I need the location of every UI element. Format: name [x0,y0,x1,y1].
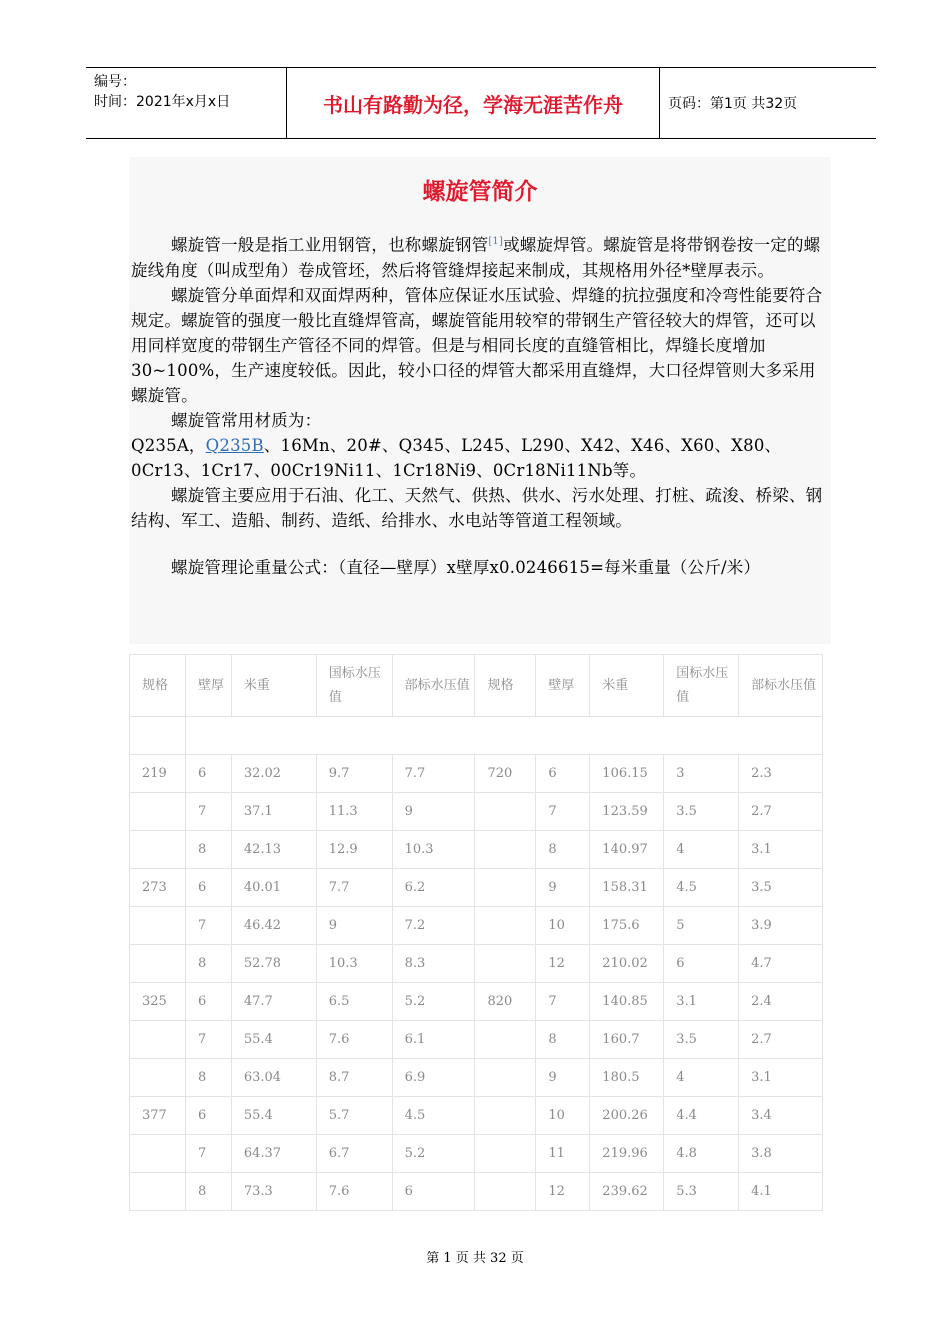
table-cell [475,945,536,983]
table-cell [475,831,536,869]
table-row [130,945,823,983]
table-cell: 9 [316,907,392,945]
table-cell: 3.5 [664,793,739,831]
table-header-cell: 米重 [590,655,664,717]
table-cell: 325 [130,983,186,1021]
header-motto: 书山有路勤为径，学海无涯苦作舟 [287,68,660,138]
table-cell: 64.37 [231,1135,316,1173]
table-blank-cell [185,717,822,755]
table-cell: 4.8 [664,1135,739,1173]
table-cell: 160.7 [590,1021,664,1059]
table-header-cell: 米重 [231,655,316,717]
page-footer: 第 1 页 共 32 页 [426,1251,524,1266]
table-cell: 8.7 [316,1059,392,1097]
table-cell: 820 [475,983,536,1021]
paragraph-materials-label: 螺旋管常用材质为： [171,410,322,430]
document-number-label: 编号： [94,74,136,90]
table-cell: 11 [536,1135,590,1173]
table-cell: 720 [475,755,536,793]
header-page-label: 页码：第1页 共32页 [668,96,798,112]
table-header-cell: 部标水压值 [392,655,475,717]
table-cell: 4.5 [392,1097,475,1135]
table-cell: 4.1 [739,1173,823,1211]
table-cell: 5.2 [392,983,475,1021]
table-cell: 6.1 [392,1021,475,1059]
paragraph-intro-text-a: 螺旋管一般是指工业用钢管，也称螺旋钢管 [171,235,489,255]
table-cell: 46.42 [231,907,316,945]
table-cell: 6.7 [316,1135,392,1173]
table-cell: 8 [185,831,231,869]
table-header-cell: 壁厚 [185,655,231,717]
paragraph-intro-text-b: 或螺旋焊管。螺旋管是将带钢卷按一定的螺旋线角度（叫成型角）卷成管坯，然后将管缝焊接起来制成，其规格用外径*壁厚表示。 [131,235,821,280]
table-cell: 10 [536,907,590,945]
table-cell: 6 [664,945,739,983]
table-cell [130,1021,186,1059]
table-row [130,831,823,869]
table-cell: 6 [536,755,590,793]
q235b-link[interactable]: Q235B [205,435,264,455]
table-cell: 7.6 [316,1173,392,1211]
table-cell: 10 [536,1097,590,1135]
table-row [130,1059,823,1097]
table-cell: 8 [185,1059,231,1097]
table-cell: 12.9 [316,831,392,869]
paragraph-weight-formula: 螺旋管理论重量公式：（直径—壁厚）x壁厚x0.0246615=每米重量（公斤/米） [171,557,761,577]
table-row [130,793,823,831]
table-cell: 2.7 [739,793,823,831]
table-cell: 3.1 [739,1059,823,1097]
document-header [86,67,876,139]
table-cell: 73.3 [231,1173,316,1211]
table-cell: 7 [185,1135,231,1173]
table-cell: 219.96 [590,1135,664,1173]
table-cell: 3.9 [739,907,823,945]
table-cell: 6.5 [316,983,392,1021]
table-cell: 9.7 [316,755,392,793]
table-cell: 180.5 [590,1059,664,1097]
table-cell: 5.3 [664,1173,739,1211]
table-blank-row [130,717,823,755]
table-cell: 8 [536,831,590,869]
table-cell [475,793,536,831]
table-cell [475,1135,536,1173]
table-header-cell: 国标水压值 [316,655,392,717]
table-cell: 12 [536,945,590,983]
table-row [130,1021,823,1059]
table-cell [130,793,186,831]
table-cell: 210.02 [590,945,664,983]
table-cell: 273 [130,869,186,907]
table-cell: 10.3 [392,831,475,869]
table-cell [475,1173,536,1211]
table-cell: 6 [185,869,231,907]
table-cell [475,907,536,945]
header-meta [86,68,287,138]
table-header-cell: 国标水压值 [664,655,739,717]
table-cell: 3.1 [664,983,739,1021]
table-cell: 5.2 [392,1135,475,1173]
paragraph-materials-list [129,433,831,483]
table-cell: 11.3 [316,793,392,831]
table-cell: 219 [130,755,186,793]
table-cell [130,1059,186,1097]
article-title: 螺旋管简介 [422,179,538,205]
table-blank-cell [130,717,186,755]
table-cell: 6 [392,1173,475,1211]
table-cell: 7 [536,793,590,831]
table-cell: 7.6 [316,1021,392,1059]
table-header-cell: 规格 [475,655,536,717]
table-cell: 6 [185,1097,231,1135]
table-cell: 8 [536,1021,590,1059]
table-cell [130,945,186,983]
table-cell: 9 [536,1059,590,1097]
table-cell: 32.02 [231,755,316,793]
table-cell: 5.7 [316,1097,392,1135]
table-cell: 7.2 [392,907,475,945]
table-row [130,983,823,1021]
table-cell: 40.01 [231,869,316,907]
table-cell: 42.13 [231,831,316,869]
table-cell [130,1173,186,1211]
table-cell: 63.04 [231,1059,316,1097]
table-header-row [130,655,823,717]
table-cell: 7 [185,793,231,831]
table-cell [130,907,186,945]
paragraph-welding: 螺旋管分单面焊和双面焊两种，管体应保证水压试验、焊缝的抗拉强度和冷弯性能要符合规定。螺旋管的强度一般比直缝焊管高，螺旋管能用较窄的带钢生产管径较大的焊管，还可以用同样宽度的带钢生产管径不同的焊管。但是与相同长度的直缝管相比，焊缝长度增加30~100%，生产速度较低。因此，较小口径的焊管大都采用直缝焊，大口径焊管则大多采用螺旋管。 [131,285,823,405]
table-cell: 7 [536,983,590,1021]
paragraph-applications: 螺旋管主要应用于石油、化工、天然气、供热、供水、污水处理、打桩、疏浚、桥梁、钢结构、军工、造船、制药、造纸、给排水、水电站等管道工程领域。 [131,485,823,530]
table-cell: 239.62 [590,1173,664,1211]
table-cell: 52.78 [231,945,316,983]
table-cell: 3.5 [739,869,823,907]
table-cell: 55.4 [231,1097,316,1135]
table-cell: 8 [185,1173,231,1211]
article-body [129,157,831,644]
table-cell: 3.4 [739,1097,823,1135]
table-cell [475,1059,536,1097]
table-cell: 7.7 [392,755,475,793]
table-cell: 4.5 [664,869,739,907]
table-cell: 37.1 [231,793,316,831]
table-cell: 140.85 [590,983,664,1021]
spec-table [129,654,823,1211]
table-row [130,1097,823,1135]
table-cell: 3.1 [739,831,823,869]
table-cell: 5 [664,907,739,945]
table-cell: 140.97 [590,831,664,869]
reference-link[interactable]: [1] [488,236,504,247]
table-cell: 6 [185,755,231,793]
table-cell: 106.15 [590,755,664,793]
table-cell: 4 [664,831,739,869]
table-cell: 2.7 [739,1021,823,1059]
table-cell: 2.4 [739,983,823,1021]
table-cell: 10.3 [316,945,392,983]
table-cell: 3.8 [739,1135,823,1173]
table-cell: 9 [392,793,475,831]
document-time-label: 时间：2021年x月x日 [94,94,231,110]
table-header-cell: 壁厚 [536,655,590,717]
table-cell [130,831,186,869]
table-cell: 377 [130,1097,186,1135]
table-cell: 200.26 [590,1097,664,1135]
table-cell: 12 [536,1173,590,1211]
table-cell [475,869,536,907]
table-row [130,869,823,907]
materials-text-b: 、16Mn、20#、Q345、L245、L290、X42、X46、X60、X80、0Cr13、1Cr17、00Cr19Ni11、1Cr18Ni9、0Cr18Ni11Nb等。 [131,435,782,480]
table-cell: 158.31 [590,869,664,907]
table-cell [475,1097,536,1135]
table-cell: 6.2 [392,869,475,907]
table-header-cell: 部标水压值 [739,655,823,717]
paragraph-intro [129,229,831,283]
table-row [130,755,823,793]
materials-text-a: Q235A， [131,435,206,455]
table-cell: 8.3 [392,945,475,983]
table-cell: 4 [664,1059,739,1097]
table-cell: 6.9 [392,1059,475,1097]
table-cell: 7 [185,1021,231,1059]
table-row [130,907,823,945]
table-row [130,1135,823,1173]
table-cell: 55.4 [231,1021,316,1059]
table-cell [130,1135,186,1173]
table-cell: 8 [185,945,231,983]
table-cell: 4.4 [664,1097,739,1135]
table-cell: 175.6 [590,907,664,945]
table-cell [475,1021,536,1059]
table-cell: 3 [664,755,739,793]
table-cell: 7 [185,907,231,945]
table-cell: 47.7 [231,983,316,1021]
table-cell: 4.7 [739,945,823,983]
table-header-cell: 规格 [130,655,186,717]
table-row [130,1173,823,1211]
table-cell: 3.5 [664,1021,739,1059]
table-cell: 123.59 [590,793,664,831]
table-cell: 9 [536,869,590,907]
table-cell: 7.7 [316,869,392,907]
table-cell: 2.3 [739,755,823,793]
table-cell: 6 [185,983,231,1021]
